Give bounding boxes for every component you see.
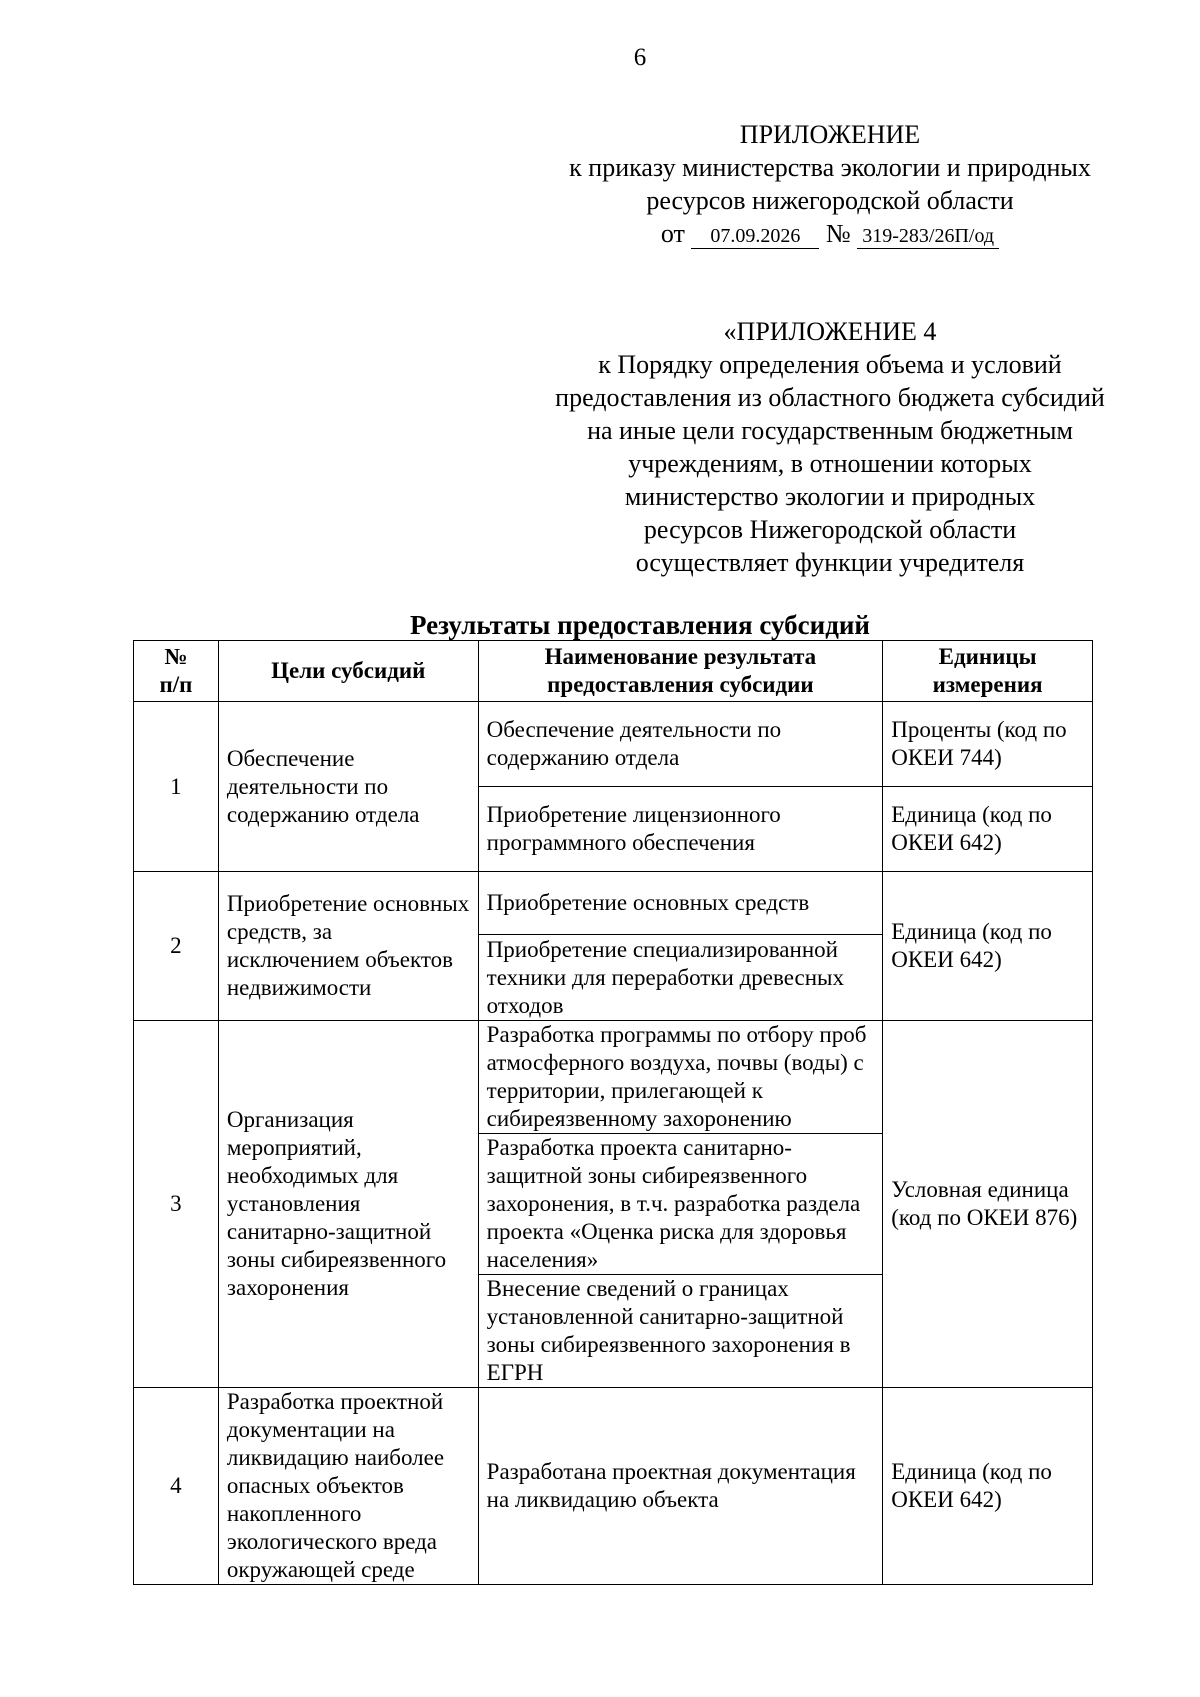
row-result: Внесение сведений о границах установленной санитарно-защитной зоны сибиреязвенного захоронения в ЕГРН	[478, 1275, 883, 1388]
row-unit: Единица (код по ОКЕИ 642)	[883, 787, 1093, 872]
row-goal: Разработка проектной документации на ликвидацию наиболее опасных объектов накопленного экологического вреда окружающей среде	[218, 1388, 478, 1585]
row-result: Обеспечение деятельности по содержанию отдела	[478, 702, 883, 787]
order-date: 07.09.2026	[691, 224, 819, 249]
row-result: Разработка проекта санитарно-защитной зоны сибиреязвенного захоронения, в т.ч. разработка раздела проекта «Оценка риска для здоровья населения»	[478, 1134, 883, 1275]
row-result: Разработка программы по отбору проб атмосферного воздуха, почвы (воды) с территории, прилегающей к сибиреязвенному захоронению	[478, 1021, 883, 1134]
appendix4-line: учреждениям, в отношении которых	[628, 449, 1032, 478]
appendix-header	[480, 118, 1180, 250]
results-table	[133, 640, 1093, 1585]
table-row	[134, 1021, 1093, 1134]
appendix4-line: предоставления из областного бюджета субсидий	[555, 383, 1105, 412]
order-date-number-line	[480, 217, 1180, 250]
table-row	[134, 1388, 1093, 1585]
row-unit: Единица (код по ОКЕИ 642)	[883, 872, 1093, 1021]
header-goal: Цели субсидий	[218, 641, 478, 702]
header-result: Наименование результата предоставления субсидии	[478, 641, 883, 702]
page-number: 6	[633, 44, 647, 71]
appendix4-line: к Порядку определения объема и условий	[598, 350, 1062, 379]
appendix-line: к приказу министерства экологии и природных	[569, 153, 1091, 182]
row-goal: Организация мероприятий, необходимых для установления санитарно-защитной зоны сибиреязвенного захоронения	[218, 1021, 478, 1388]
table-header-row	[134, 641, 1093, 702]
date-prefix: от	[660, 219, 685, 248]
row-number: 3	[134, 1021, 219, 1388]
table-row	[134, 872, 1093, 935]
row-result: Разработана проектная документация на ликвидацию объекта	[478, 1388, 883, 1585]
row-result: Приобретение основных средств	[478, 872, 883, 935]
table-row	[134, 702, 1093, 787]
row-result: Приобретение лицензионного программного обеспечения	[478, 787, 883, 872]
row-unit: Проценты (код по ОКЕИ 744)	[883, 702, 1093, 787]
appendix4-header	[480, 315, 1180, 579]
row-goal: Обеспечение деятельности по содержанию отдела	[218, 702, 478, 872]
number-sign: №	[825, 219, 851, 248]
header-num: № п/п	[134, 641, 219, 702]
document-title: Результаты предоставления субсидий	[410, 610, 870, 640]
row-number: 4	[134, 1388, 219, 1585]
row-unit: Условная единица (код по ОКЕИ 876)	[883, 1021, 1093, 1388]
row-number: 1	[134, 702, 219, 872]
row-unit: Единица (код по ОКЕИ 642)	[883, 1388, 1093, 1585]
appendix-title: ПРИЛОЖЕНИЕ	[739, 120, 921, 149]
row-goal: Приобретение основных средств, за исключением объектов недвижимости	[218, 872, 478, 1021]
appendix4-line: министерство экологии и природных	[624, 482, 1036, 511]
appendix4-line: ресурсов Нижегородской области	[643, 515, 1017, 544]
appendix4-line: на иные цели государственным бюджетным	[587, 416, 1073, 445]
header-unit: Единицы измерения	[883, 641, 1093, 702]
row-result: Приобретение специализированной техники для переработки древесных отходов	[478, 935, 883, 1021]
appendix4-line: осуществляет функции учредителя	[635, 548, 1025, 577]
appendix4-line: «ПРИЛОЖЕНИЕ 4	[723, 317, 937, 346]
order-number: 319-283/26П/од	[857, 224, 999, 249]
row-number: 2	[134, 872, 219, 1021]
appendix-line: ресурсов нижегородской области	[646, 186, 1014, 215]
